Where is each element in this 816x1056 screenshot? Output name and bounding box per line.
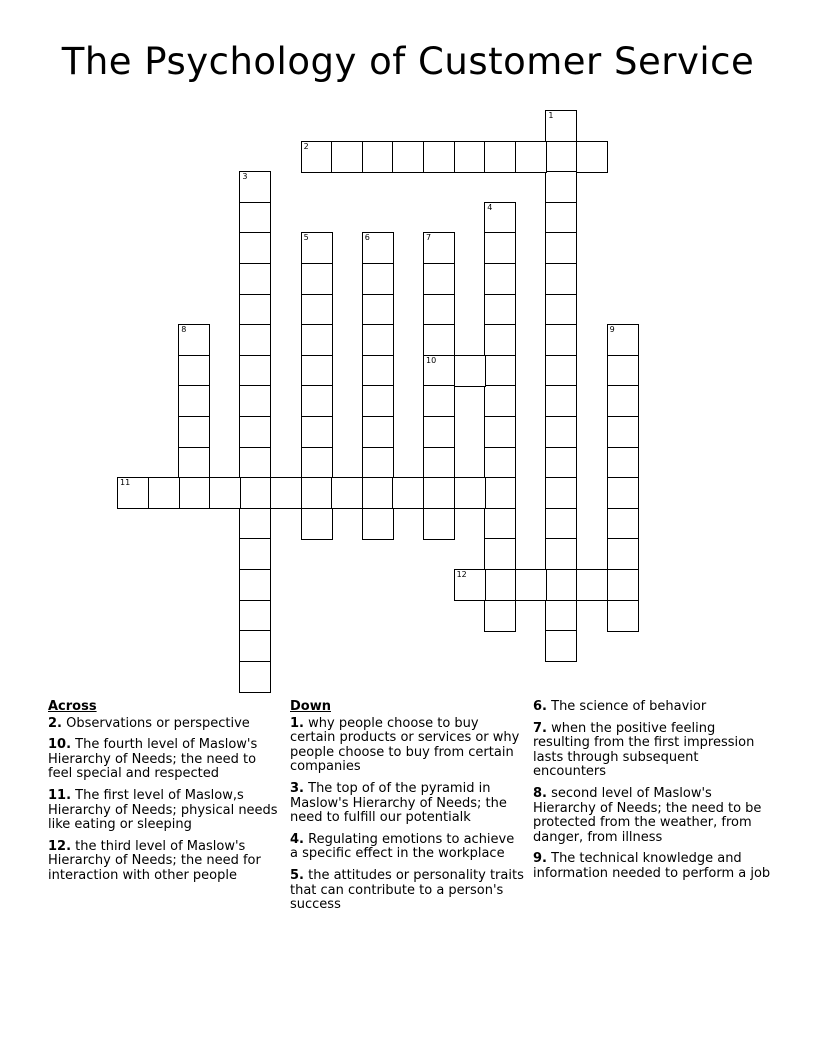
grid-cell[interactable] (117, 477, 149, 509)
grid-cell[interactable] (484, 141, 516, 173)
grid-cell[interactable] (362, 263, 394, 295)
grid-cell[interactable] (239, 508, 271, 540)
grid-cell[interactable] (178, 324, 210, 356)
grid-cell[interactable] (576, 141, 608, 173)
clue-text: The technical knowledge and information needed to perform a job (533, 851, 771, 881)
grid-cell[interactable] (209, 477, 241, 509)
grid-cell[interactable] (545, 416, 577, 448)
grid-cell[interactable] (484, 569, 516, 601)
clue-number: 2. (48, 715, 62, 731)
grid-cell[interactable] (239, 569, 271, 601)
grid-cell[interactable] (178, 385, 210, 417)
cell-number: 10 (426, 355, 437, 365)
grid-cell[interactable] (301, 294, 333, 326)
clue-text: second level of Maslow's Hierarchy of Needs; the need to be protected from the weather, from danger, from illness (533, 785, 762, 845)
clue-down (533, 787, 773, 845)
grid-cell[interactable] (545, 385, 577, 417)
clue-number: 12. (48, 838, 72, 854)
grid-cell[interactable] (545, 263, 577, 295)
grid-cell[interactable] (301, 263, 333, 295)
clue-down (533, 700, 773, 715)
grid-cell[interactable] (392, 141, 424, 173)
grid-cell[interactable] (454, 141, 486, 173)
grid-cell[interactable] (484, 294, 516, 326)
clue-number: 10. (48, 737, 72, 753)
grid-cell[interactable] (423, 324, 455, 356)
grid-cell[interactable] (545, 569, 577, 601)
clue-text: The first level of Maslow,s Hierarchy of Needs; physical needs like eating or sleeping (48, 787, 278, 833)
grid-cell[interactable] (484, 600, 516, 632)
grid-cell[interactable] (607, 600, 639, 632)
grid-cell[interactable] (239, 263, 271, 295)
cell-number: 6 (364, 233, 370, 243)
grid-cell[interactable] (545, 508, 577, 540)
grid-cell[interactable] (545, 110, 577, 142)
cell-number: 11 (120, 478, 131, 488)
clue-down (290, 869, 525, 913)
cell-number: 5 (303, 233, 309, 243)
grid-cell[interactable] (454, 477, 486, 509)
grid-cell[interactable] (607, 324, 639, 356)
grid-cell[interactable] (423, 508, 455, 540)
cell-number: 7 (426, 233, 432, 243)
grid-cell[interactable] (239, 630, 271, 662)
grid-cell[interactable] (484, 477, 516, 509)
clue-text: the attitudes or personality traits that can contribute to a person's success (290, 867, 524, 913)
grid-cell[interactable] (423, 294, 455, 326)
grid-cell[interactable] (301, 477, 333, 509)
grid-cell[interactable] (545, 171, 577, 203)
puzzle-title: The Psychology of Customer Service (61, 40, 755, 83)
grid-cell[interactable] (545, 355, 577, 387)
grid-cell[interactable] (607, 508, 639, 540)
clue-number: 8. (533, 785, 547, 801)
grid-cell[interactable] (545, 202, 577, 234)
clue-text: The top of of the pyramid in Maslow's Hierarchy of Needs; the need to fulfill our potentialk (290, 780, 507, 826)
grid-cell[interactable] (301, 232, 333, 264)
down-clues (290, 700, 525, 920)
grid-cell[interactable] (239, 600, 271, 632)
grid-cell[interactable] (484, 263, 516, 295)
grid-cell[interactable] (392, 477, 424, 509)
grid-cell[interactable] (545, 294, 577, 326)
grid-cell[interactable] (362, 294, 394, 326)
clue-number: 4. (290, 831, 304, 847)
clue-across (48, 738, 283, 782)
grid-cell[interactable] (270, 477, 302, 509)
grid-cell[interactable] (362, 477, 394, 509)
grid-cell[interactable] (545, 630, 577, 662)
grid-cell[interactable] (454, 569, 486, 601)
cell-number: 8 (181, 325, 187, 335)
grid-cell[interactable] (148, 477, 180, 509)
grid-cell[interactable] (484, 416, 516, 448)
grid-cell[interactable] (301, 324, 333, 356)
grid-cell[interactable] (423, 447, 455, 479)
down-heading: Down (290, 699, 331, 714)
grid-cell[interactable] (362, 447, 394, 479)
grid-cell[interactable] (515, 141, 547, 173)
grid-cell[interactable] (576, 569, 608, 601)
grid-cell[interactable] (301, 385, 333, 417)
clue-across (48, 789, 283, 833)
grid-cell[interactable] (178, 477, 210, 509)
grid-cell[interactable] (484, 538, 516, 570)
grid-cell[interactable] (607, 416, 639, 448)
grid-cell[interactable] (607, 569, 639, 601)
clue-text: why people choose to buy certain products or services or why people choose to buy from certain companies (290, 715, 520, 775)
grid-cell[interactable] (362, 508, 394, 540)
clue-number: 7. (533, 720, 547, 736)
grid-cell[interactable] (239, 355, 271, 387)
clue-down (290, 833, 525, 862)
grid-cell[interactable] (301, 416, 333, 448)
cell-number: 12 (456, 570, 467, 579)
cell-number: 9 (609, 325, 615, 335)
clue-across (48, 840, 283, 884)
grid-cell[interactable] (423, 477, 455, 509)
grid-cell[interactable] (178, 447, 210, 479)
grid-cell[interactable] (301, 355, 333, 387)
grid-cell[interactable] (545, 141, 577, 173)
grid-cell[interactable] (545, 477, 577, 509)
grid-cell[interactable] (362, 385, 394, 417)
grid-cell[interactable] (301, 141, 333, 173)
clue-number: 1. (290, 715, 304, 731)
clue-text: The science of behavior (551, 699, 707, 714)
clue-number: 3. (290, 780, 304, 796)
grid-cell[interactable] (239, 661, 271, 693)
grid-cell[interactable] (239, 416, 271, 448)
grid-cell[interactable] (423, 355, 455, 387)
clue-text: when the positive feeling resulting from the first impression lasts through subsequent encounters (533, 720, 755, 780)
clue-text: Observations or perspective (66, 715, 250, 731)
grid-cell[interactable] (331, 477, 363, 509)
grid-cell[interactable] (423, 416, 455, 448)
clue-number: 6. (533, 699, 547, 714)
grid-cell[interactable] (607, 447, 639, 479)
clue-down (533, 852, 773, 881)
grid-cell[interactable] (239, 202, 271, 234)
grid-cell[interactable] (423, 263, 455, 295)
grid-cell[interactable] (484, 447, 516, 479)
grid-cell[interactable] (362, 355, 394, 387)
grid-cell[interactable] (239, 324, 271, 356)
grid-cell[interactable] (178, 416, 210, 448)
grid-cell[interactable] (545, 538, 577, 570)
grid-cell[interactable] (362, 324, 394, 356)
grid-cell[interactable] (239, 477, 271, 509)
grid-cell[interactable] (239, 294, 271, 326)
grid-cell[interactable] (607, 477, 639, 509)
grid-cell[interactable] (484, 508, 516, 540)
grid-cell[interactable] (178, 355, 210, 387)
clue-number: 5. (290, 867, 304, 883)
grid-cell[interactable] (362, 416, 394, 448)
grid-cell[interactable] (515, 569, 547, 601)
across-clues (48, 700, 283, 891)
grid-cell[interactable] (239, 447, 271, 479)
grid-cell[interactable] (484, 232, 516, 264)
grid-cell[interactable] (239, 171, 271, 203)
clue-number: 11. (48, 787, 72, 803)
grid-cell[interactable] (423, 385, 455, 417)
cell-number: 3 (242, 172, 248, 182)
grid-cell[interactable] (545, 324, 577, 356)
grid-cell[interactable] (239, 538, 271, 570)
grid-cell[interactable] (239, 232, 271, 264)
grid-cell[interactable] (545, 447, 577, 479)
grid-cell[interactable] (362, 232, 394, 264)
cell-number: 4 (487, 202, 493, 212)
grid-cell[interactable] (484, 324, 516, 356)
grid-cell[interactable] (607, 385, 639, 417)
grid-cell[interactable] (607, 538, 639, 570)
grid-cell[interactable] (362, 141, 394, 173)
grid-cell[interactable] (239, 385, 271, 417)
cell-number: 1 (548, 111, 554, 120)
grid-cell[interactable] (484, 385, 516, 417)
grid-cell[interactable] (423, 141, 455, 173)
clue-text: the third level of Maslow's Hierarchy of Needs; the need for interaction with other people (48, 838, 261, 883)
across-heading: Across (48, 699, 97, 714)
grid-cell[interactable] (301, 508, 333, 540)
clue-down (290, 717, 525, 775)
clue-down (533, 722, 773, 780)
grid-cell[interactable] (545, 232, 577, 264)
grid-cell[interactable] (301, 447, 333, 479)
clue-down (290, 782, 525, 826)
grid-cell[interactable] (607, 355, 639, 387)
grid-cell[interactable] (454, 355, 486, 387)
clue-number: 9. (533, 851, 547, 867)
grid-cell[interactable] (484, 202, 516, 234)
clue-text: Regulating emotions to achieve a specific effect in the workplace (290, 831, 515, 862)
grid-cell[interactable] (331, 141, 363, 173)
clue-across (48, 717, 283, 732)
cell-number: 2 (303, 141, 309, 151)
down-clues-continued (533, 700, 773, 889)
grid-cell[interactable] (484, 355, 516, 387)
clue-text: The fourth level of Maslow's Hierarchy of Needs; the need to feel special and respected (48, 737, 258, 782)
grid-cell[interactable] (545, 600, 577, 632)
grid-cell[interactable] (423, 232, 455, 264)
